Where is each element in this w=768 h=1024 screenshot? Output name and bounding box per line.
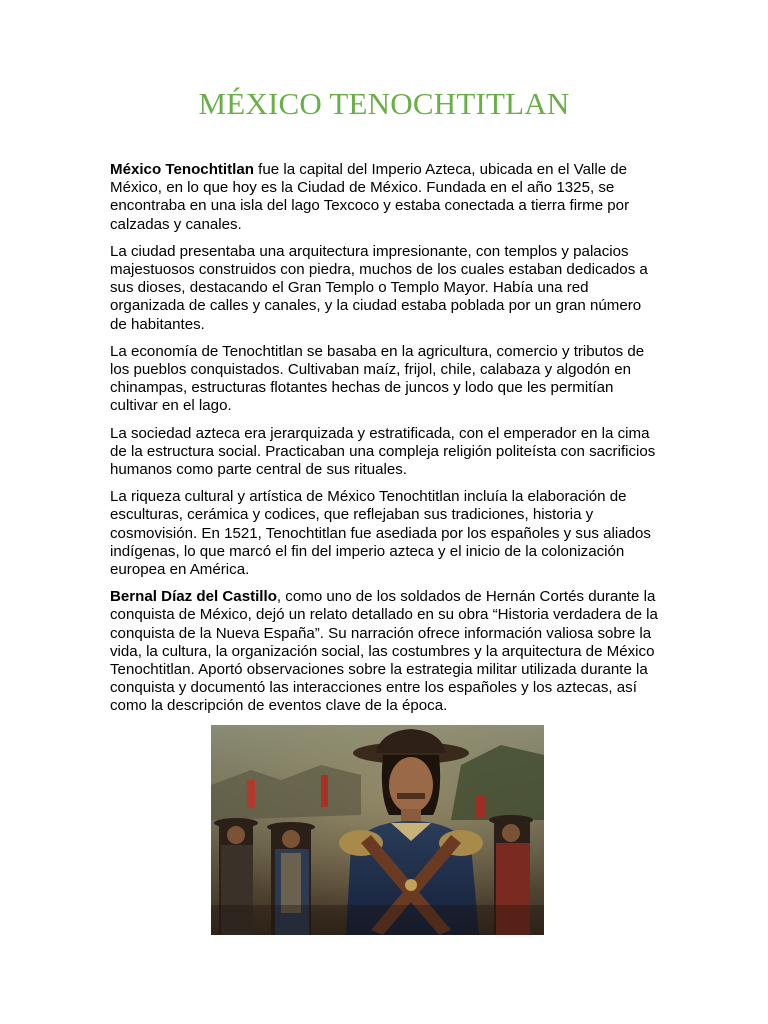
paragraph-economy [110,343,662,416]
document-title: MÉXICO TENOCHTITLAN [198,86,570,121]
conquistador-illustration [211,725,544,935]
paragraph-culture [110,488,662,579]
paragraph-bold-lead: México Tenochtitlan [110,161,254,178]
paragraph-bold-lead: Bernal Díaz del Castillo [110,588,277,606]
paragraph-text: , como uno de los soldados de Hernán Cortés durante la conquista de México, dejó un relato detallado en su obra “Historia verdadera de la conquista de la Nueva España”. Su narración ofrece información valiosa sobre la vida, la cultura, la organización social, las costumbres y la arquitectura de México Tenochtitlan. Aportó observaciones sobre la estrategia militar utilizada durante la conquista y documentó las interacciones entre los españoles y los aztecas, así como la descripción de eventos clave de la época. [110,588,658,715]
paragraph-bernal-diaz [110,588,662,715]
paragraph-society [110,425,662,480]
paragraph-intro [110,161,662,234]
paragraph-architecture [110,243,662,334]
paragraph-text: La sociedad azteca era jerarquizada y estratificada, con el emperador en la cima de la estructura social. Practicaban una compleja religión politeísta con sacrificios humanos como parte central de sus rituales. [110,424,656,479]
paragraph-text: La riqueza cultural y artística de México Tenochtitlan incluía la elaboración de esculturas, cerámica y codices, que reflejaban sus tradiciones, historia y cosmovisión. En 1521, Tenochtitlan fue asediada por los españoles y sus aliados indígenas, lo que marcó el fin del imperio azteca y el inicio de la colonización europea en América. [110,488,651,579]
paragraph-text: La ciudad presentaba una arquitectura impresionante, con templos y palacios majestuosos construidos con piedra, muchos de los cuales estaban dedicados a sus dioses, destacando el Gran Templo o Templo Mayor. Había una red organizada de calles y canales, y la ciudad estaba poblada por un gran número de habitantes. [110,242,648,333]
paragraph-text: fue la capital del Imperio Azteca, ubicada en el Valle de México, en lo que hoy es la Ciudad de México. Fundada en el año 1325, se encontraba en una isla del lago Texcoco y estaba conectada a tierra firme por calzadas y canales. [110,161,630,233]
paragraph-text: La economía de Tenochtitlan se basaba en la agricultura, comercio y tributos de los pueblos conquistados. Cultivaban maíz, frijol, chile, calabaza y algodón en chinampas, estructuras flotantes hechas de juncos y lodo que les permitían cultivar en el lago. [110,342,645,415]
document-body [110,161,662,725]
